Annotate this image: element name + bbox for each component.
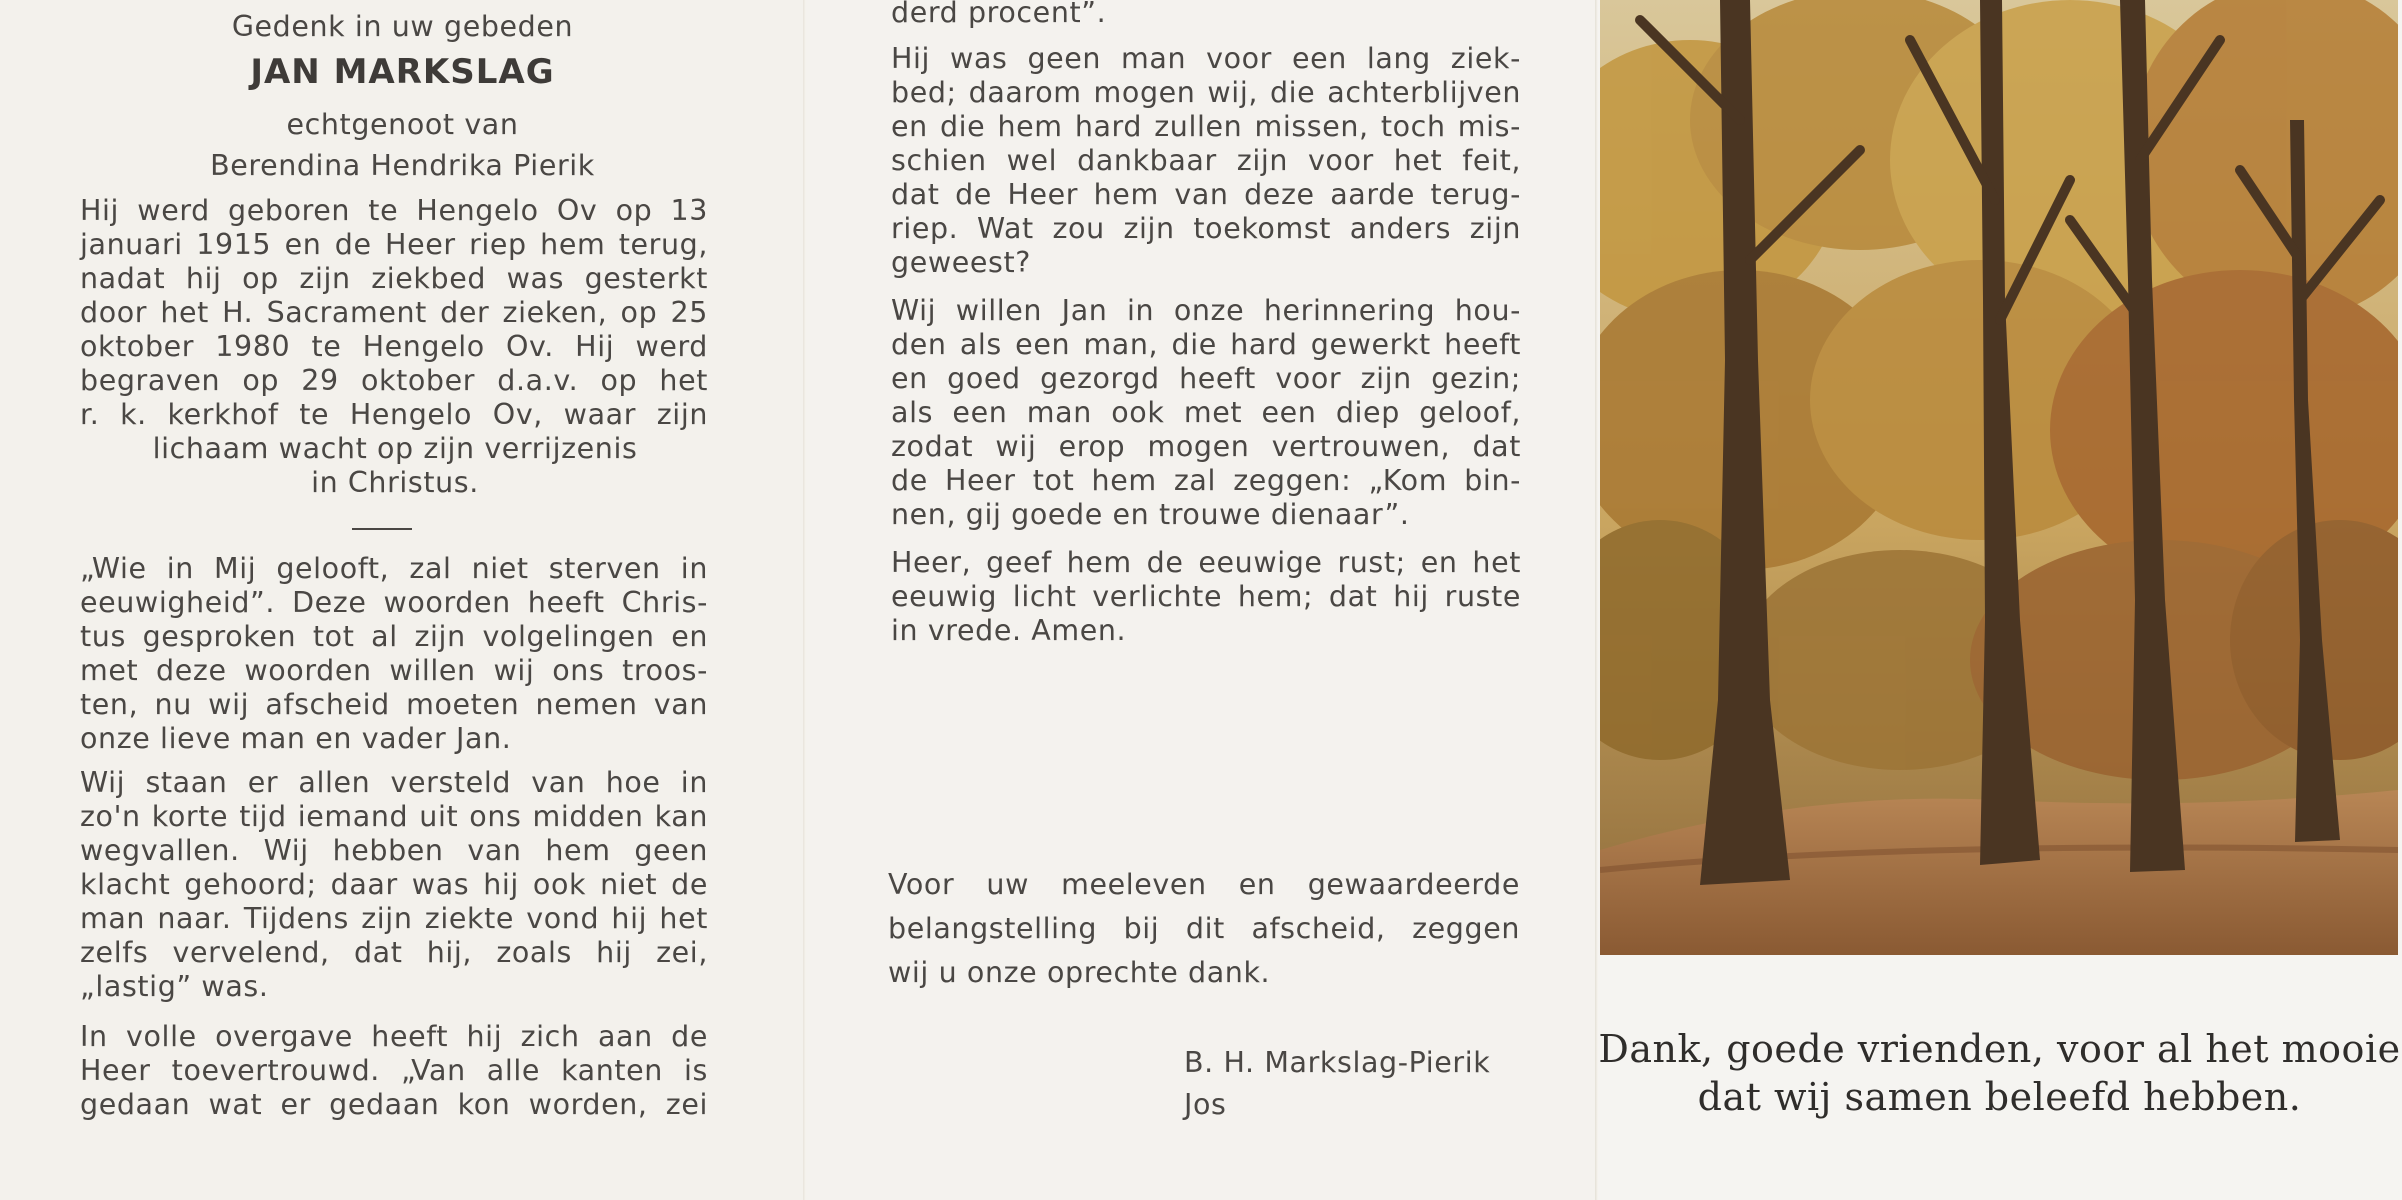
text-line: bed; daarom mogen wij, die achterblijven [891,76,1521,109]
text-line: eeuwig licht verlichte hem; dat hij ruste [891,580,1521,613]
bio-line: in Christus. [311,466,479,499]
text-line: Heer toevertrouwd. „Van alle kanten is [80,1054,708,1087]
quote-line: onze lieve man en vader Jan. [80,722,512,755]
quote-line: ten, nu wij afscheid moeten nemen van [80,688,708,721]
text-line: Heer, geef hem de eeuwige rust; en het [891,546,1521,579]
deceased-name: JAN MARKSLAG [250,52,555,92]
text-line: de Heer tot hem zal zeggen: „Kom bin- [891,464,1521,497]
bio-line: oktober 1980 te Hengelo Ov. Hij werd [80,330,708,363]
thanks-line: belangstelling bij dit afscheid, zeggen [888,912,1520,945]
text-line: en goed gezorgd heeft voor zijn gezin; [891,362,1521,395]
bio-line: lichaam wacht op zijn verrijzenis [152,432,638,465]
text-line: In volle overgave heeft hij zich aan de [80,1020,708,1053]
quote-line: eeuwigheid”. Deze woorden heeft Chris- [80,586,708,619]
separator-rule [352,528,412,530]
left-panel [0,0,805,1200]
text-line: geweest? [891,246,1031,279]
fold-line-right [1595,0,1598,1200]
text-line: nen, gij goede en trouwe dienaar”. [891,498,1410,531]
text-line: zo'n korte tijd iemand uit ons midden kan [80,800,708,833]
quote-line: met deze woorden willen wij ons troos- [80,654,708,687]
continued-line: derd procent”. [891,0,1107,29]
text-line: klacht gehoord; daar was hij ook niet de [80,868,708,901]
signature-line: B. H. Markslag-Pierik [1184,1046,1491,1079]
text-line: zelfs vervelend, dat hij, zoals hij zei, [80,936,708,969]
caption-line-2: dat wij samen beleefd hebben. [1697,1075,2302,1119]
middle-panel [805,0,1597,1200]
bio-line: Hij werd geboren te Hengelo Ov op 13 [80,194,708,227]
autumn-forest-photo [1600,0,2398,955]
bio-line: door het H. Sacrament der zieken, op 25 [80,296,708,329]
bio-line: januari 1915 en de Heer riep hem terug, [80,228,708,261]
quote-line: tus gesproken tot al zijn volgelingen en [80,620,708,653]
text-line: gedaan wat er gedaan kon worden, zei [80,1088,708,1121]
text-line: als een man ook met een diep geloof, [891,396,1521,429]
forest-illustration [1600,0,2398,955]
text-line: in vrede. Amen. [891,614,1127,647]
text-line: en die hem hard zullen missen, toch mis- [891,110,1521,143]
spouse-intro: echtgenoot van [286,108,519,141]
signature-line: Jos [1184,1088,1227,1121]
caption-line-1: Dank, goede vrienden, voor al het mooie [1598,1027,2401,1071]
remember-line: Gedenk in uw gebeden [231,10,574,43]
text-line: den als een man, die hard gewerkt heeft [891,328,1521,361]
thanks-line: Voor uw meeleven en gewaardeerde [888,868,1520,901]
fold-line-left [803,0,806,1200]
bio-line: r. k. kerkhof te Hengelo Ov, waar zijn [80,398,708,431]
text-line: Wij willen Jan in onze herinnering hou- [891,294,1521,327]
bio-line: begraven op 29 oktober d.a.v. op het [80,364,708,397]
bio-line: nadat hij op zijn ziekbed was gesterkt [80,262,708,295]
text-line: zodat wij erop mogen vertrouwen, dat [891,430,1521,463]
quote-line: „Wie in Mij gelooft, zal niet sterven in [80,552,708,585]
text-line: Wij staan er allen versteld van hoe in [80,766,708,799]
spouse-name: Berendina Hendrika Pierik [210,149,595,182]
text-line: „lastig” was. [80,970,269,1003]
text-line: riep. Wat zou zijn toekomst anders zijn [891,212,1521,245]
text-line: Hij was geen man voor een lang ziek- [891,42,1521,75]
text-line: dat de Heer hem van deze aarde terug- [891,178,1521,211]
text-line: man naar. Tijdens zijn ziekte vond hij het [80,902,708,935]
text-line: schien wel dankbaar zijn voor het feit, [891,144,1521,177]
text-line: wegvallen. Wij hebben van hem geen [80,834,708,867]
thanks-line: wij u onze oprechte dank. [888,956,1271,989]
